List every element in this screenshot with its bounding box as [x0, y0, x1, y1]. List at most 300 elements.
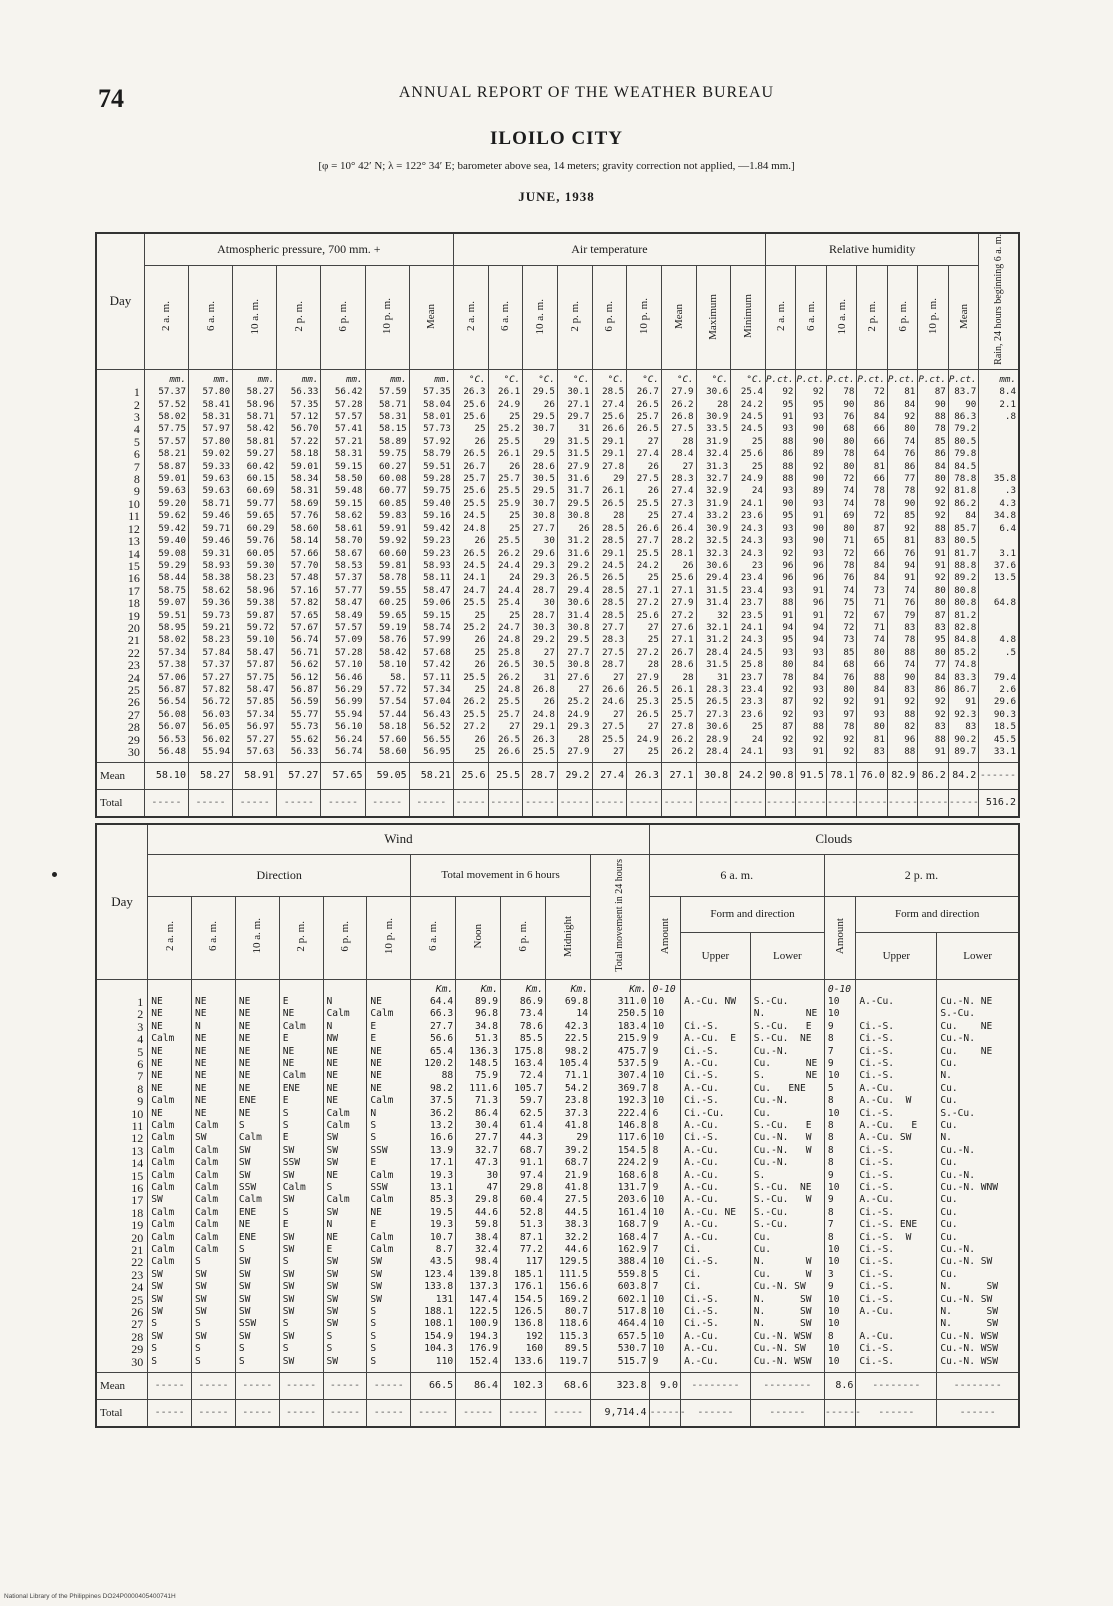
- direction-cell: S: [370, 1306, 377, 1318]
- cloud-form-cell: Ci.-S. ENE: [859, 1219, 918, 1231]
- temp-value-cell: 28.5: [602, 597, 625, 609]
- pressure-value-cell: 56.99: [334, 696, 363, 708]
- cloud-amount-cell: 7: [652, 1231, 659, 1243]
- humidity-value-cell: 84: [812, 671, 824, 683]
- cloud-spacer: [684, 984, 750, 996]
- direction-cell: SW: [282, 1268, 295, 1280]
- cloud-form-cell: A.-Cu.: [684, 1330, 719, 1342]
- cloud-form-cell: Ci.-S.: [684, 1095, 719, 1107]
- movement-value-cell: 163.4: [514, 1057, 544, 1069]
- direction-cell: Calm: [151, 1119, 175, 1131]
- temp-value-cell: 25: [647, 572, 659, 584]
- pressure-value-cell: 58.96: [246, 584, 275, 596]
- pressure-value-cell: 55.73: [290, 721, 319, 733]
- temp-value-cell: 25.5: [636, 497, 659, 509]
- humidity-value-cell: 91: [782, 411, 794, 423]
- pressure-value-cell: 58.31: [334, 448, 363, 460]
- temp-value-cell: 24.3: [740, 634, 763, 646]
- day-number: 4: [137, 1032, 144, 1047]
- temp-value-cell: 29.3: [532, 572, 555, 584]
- cloud-form-cell: Cu.-N.: [753, 1095, 789, 1107]
- pressure-value-cell: 59.75: [379, 448, 407, 460]
- humidity-value-cell: 88.8: [954, 559, 977, 571]
- humidity-value-cell: 81.8: [954, 485, 977, 497]
- pressure-value-cell: 60.42: [246, 460, 275, 472]
- temp-value-cell: 26.5: [463, 448, 486, 460]
- temp-value-unit: °C.: [538, 373, 555, 385]
- movement-value-cell: 73.4: [519, 1008, 544, 1020]
- day-number: 26: [131, 1305, 144, 1320]
- day-number: 10: [127, 496, 140, 511]
- temp-value-cell: 27.7: [636, 535, 659, 547]
- cloud-form-cell: Cu.: [940, 1157, 958, 1169]
- day-number: 4: [133, 422, 140, 437]
- pressure-value-cell: 57.10: [334, 659, 363, 671]
- humidity-value-cell: 93: [782, 746, 794, 758]
- total-blank: -----: [365, 790, 409, 818]
- direction-column: [323, 979, 367, 1373]
- rain-value-cell: [979, 461, 1016, 473]
- total-blank: -----: [456, 1400, 501, 1428]
- direction-cell: SW: [151, 1293, 163, 1305]
- humidity-value-cell: 88: [782, 597, 794, 609]
- direction-cell: NE: [195, 1008, 207, 1020]
- report-month: JUNE, 1938: [518, 189, 595, 204]
- temp-value-cell: 31.5: [567, 435, 590, 447]
- direction-cell: SW: [238, 1169, 251, 1181]
- direction-cell: SSW: [282, 1157, 301, 1169]
- direction-cell: NE: [151, 1082, 163, 1094]
- direction-cell: Calm: [151, 1033, 175, 1045]
- humidity-value-cell: 83: [904, 683, 916, 695]
- cloud-amount-cell: 8: [652, 1082, 659, 1094]
- cloud-form-cell: Cu.: [940, 1082, 958, 1094]
- temp-value-cell: 27: [647, 621, 659, 633]
- temp-value-cell: 26: [647, 485, 659, 497]
- day-number: 19: [131, 1218, 144, 1233]
- direction-column: [192, 979, 236, 1373]
- direction-cell: Calm: [151, 1182, 175, 1193]
- humidity-value-cell: 64: [873, 448, 885, 460]
- movement-value-cell: 559.8: [617, 1268, 647, 1280]
- direction-cell: SW: [326, 1206, 339, 1218]
- cloud-form-cell: A.-Cu.: [859, 1082, 895, 1094]
- temp-value-cell: 28: [682, 435, 694, 447]
- cloud-form-cell: A.-Cu.: [684, 1343, 719, 1355]
- direction-cell: SW: [370, 1293, 382, 1305]
- movement-value-cell: 183.4: [617, 1020, 647, 1032]
- direction-cell: N: [326, 1219, 333, 1231]
- movement-value-unit: Km.: [629, 983, 647, 995]
- direction-cell: NE: [238, 1070, 251, 1082]
- cloud-form-cell: Cu.-N.: [940, 1169, 975, 1181]
- pressure-value-cell: 57.54: [379, 696, 407, 708]
- temp-value-cell: 30.6: [567, 597, 590, 609]
- movement-value-cell: 136.3: [469, 1045, 499, 1057]
- cloud-form-cell: A.-Cu. E: [859, 1119, 918, 1131]
- direction-cell: SW: [195, 1306, 207, 1318]
- day-number: 13: [127, 534, 140, 549]
- movement-value-cell: 71.3: [474, 1095, 499, 1107]
- pressure-value-cell: 58.71: [202, 497, 231, 509]
- cloud-form-cell: A.-Cu.: [684, 1355, 719, 1367]
- temp-value-cell: 26.5: [636, 683, 659, 695]
- pressure-value-unit: mm.: [257, 373, 275, 385]
- movement-mean: 86.4: [456, 1373, 501, 1400]
- movement-value-cell: 515.7: [617, 1355, 647, 1367]
- pressure-value-cell: 59.55: [379, 584, 407, 596]
- movement-value-cell: 16.6: [430, 1132, 454, 1144]
- day-number: 22: [127, 645, 140, 660]
- temp-value-cell: 25.5: [463, 671, 486, 683]
- humidity-value-cell: 94: [904, 559, 916, 571]
- pressure-value-cell: 58.89: [379, 435, 407, 447]
- cloud-form-cell: Cu.: [940, 1119, 958, 1131]
- humidity-value-cell: 93: [782, 584, 794, 596]
- t1-subheader: 10 p. m.: [918, 266, 948, 370]
- humidity-value-cell: 91: [812, 746, 824, 758]
- t2-subheader: Noon: [456, 896, 501, 979]
- cloud-form-cell: Ci.-S.: [684, 1306, 719, 1318]
- temp-2am: [453, 369, 488, 763]
- cloud-form-cell: A.-Cu.: [684, 1057, 719, 1069]
- direction-cell: ENE: [238, 1095, 257, 1107]
- humidity-value-unit: P.ct.: [887, 373, 916, 385]
- temp-value-cell: 24.9: [567, 708, 590, 720]
- humidity-value-cell: 78: [934, 423, 946, 435]
- direction-cell: E: [326, 1244, 333, 1256]
- cloud-form-cell: Ci.-S.: [859, 1033, 895, 1045]
- direction-cell: SW: [238, 1157, 251, 1169]
- direction-cell: S: [282, 1119, 289, 1131]
- rain-value-cell: .8: [1004, 411, 1016, 423]
- mean-blank: --------: [750, 1373, 824, 1400]
- direction-cell: Calm: [151, 1144, 175, 1156]
- humidity-value-cell: 76: [843, 411, 855, 423]
- cloud-form-cell: Ci.-S. W: [859, 1231, 912, 1243]
- cloud-form-cell: N. SW: [753, 1293, 812, 1305]
- temp-value-cell: 27.7: [532, 522, 555, 534]
- temp-value-cell: 27.5: [636, 473, 659, 485]
- pressure-value-cell: 58.62: [334, 510, 363, 522]
- temp-value-cell: 25.4: [498, 597, 521, 609]
- temp-value-cell: 30.7: [532, 423, 555, 435]
- day-number: 9: [133, 484, 140, 499]
- temp-value-cell: 24.8: [498, 683, 521, 695]
- humidity-value-cell: 84: [873, 559, 885, 571]
- day-number: 24: [131, 1280, 144, 1295]
- pressure-value-cell: 57.16: [290, 584, 319, 596]
- direction-cell: SSW: [238, 1318, 257, 1330]
- direction-cell: NE: [370, 1070, 382, 1082]
- t1-subheader: Mean: [948, 266, 979, 370]
- temp-value-cell: 25: [509, 609, 521, 621]
- direction-cell: SW: [326, 1256, 339, 1268]
- cloud-form-cell: Ci.-S.: [859, 1268, 895, 1280]
- movement-value-cell: 530.7: [617, 1343, 647, 1355]
- day-number: 12: [131, 1131, 144, 1146]
- direction-cell: ENE: [282, 1082, 301, 1094]
- direction-header: Direction: [148, 854, 411, 896]
- rain-value-cell: [979, 659, 1016, 671]
- humidity-value-cell: 95: [782, 510, 794, 522]
- temp-value-cell: 25: [751, 460, 763, 472]
- total-blank: -----: [796, 790, 826, 818]
- direction-cell: S: [370, 1330, 377, 1342]
- cloud-form-cell: [859, 1008, 936, 1020]
- temp-value-cell: 27.9: [567, 746, 590, 758]
- cloud-amount-cell: 10: [827, 1008, 840, 1020]
- direction-cell: E: [370, 1157, 377, 1169]
- temp-value-cell: 26.2: [463, 696, 486, 708]
- humidity-value-cell: 89: [812, 448, 824, 460]
- cloud-form-cell: S.-Cu. E: [753, 1020, 812, 1032]
- movement-value-cell: 192.3: [617, 1095, 647, 1107]
- humidity-value-cell: 92: [812, 733, 824, 745]
- movement24-header: Total movement in 24 hours: [590, 854, 649, 979]
- direction-cell: NE: [238, 1082, 251, 1094]
- movement-value-cell: 72.4: [519, 1070, 544, 1082]
- temp-value-cell: 23.4: [740, 584, 763, 596]
- rain-value-cell: 29.6: [993, 696, 1016, 708]
- temp-value-cell: 26.5: [602, 572, 625, 584]
- humidity-value-cell: 71: [873, 621, 885, 633]
- cloud-form-cell: A.-Cu.: [684, 1157, 719, 1169]
- humidity-value-cell: 85.2: [954, 646, 977, 658]
- direction-cell: E: [282, 1095, 289, 1107]
- direction-cell: NE: [326, 1169, 339, 1181]
- pressure-value-cell: 58.76: [379, 634, 407, 646]
- movement-value-cell: 133.6: [514, 1355, 544, 1367]
- pressure-value-cell: 57.87: [246, 659, 275, 671]
- mean-value: 58.91: [233, 763, 277, 790]
- temp-value-cell: 27.7: [602, 621, 625, 633]
- temp-value-cell: 24.3: [740, 522, 763, 534]
- temp-value-cell: 26.7: [636, 386, 659, 398]
- day-header: Day: [96, 233, 144, 369]
- humidity-value-cell: 97: [843, 708, 855, 720]
- cloud-form-cell: N. W: [753, 1256, 812, 1268]
- wind-group-header: Wind: [148, 824, 649, 854]
- direction-cell: Calm: [282, 1070, 306, 1082]
- temp-value-cell: 23.5: [740, 609, 763, 621]
- direction-spacer: [195, 984, 235, 996]
- day-number: 26: [127, 695, 140, 710]
- temp-value-cell: 27.1: [636, 584, 659, 596]
- direction-cell: S: [282, 1318, 289, 1330]
- movement-value-cell: 224.2: [617, 1157, 647, 1169]
- total-blank: -----: [488, 790, 523, 818]
- cloud-form-cell: A.-Cu. W: [859, 1095, 912, 1107]
- total-blank: -----: [627, 790, 662, 818]
- total-blank: -----: [501, 1400, 546, 1428]
- pressure-value-cell: 56.70: [290, 423, 319, 435]
- direction-cell: S: [151, 1343, 157, 1355]
- pressure-value-cell: 57.34: [158, 646, 186, 658]
- temp-value-cell: 29.2: [567, 559, 590, 571]
- temp-mean: [661, 369, 696, 763]
- total-blank: -----: [235, 1400, 279, 1428]
- temp-value-cell: 24.2: [636, 559, 659, 571]
- temp-value-cell: 31.3: [706, 460, 729, 472]
- cloud-form-cell: Ci.-S.: [684, 1318, 719, 1330]
- temp-value-cell: 31.6: [567, 547, 590, 559]
- cloud-form-cell: Ci.-S.: [859, 1057, 895, 1069]
- pressure-value-cell: 60.08: [379, 473, 407, 485]
- humidity-value-cell: 83: [934, 535, 946, 547]
- direction-cell: SW: [238, 1306, 251, 1318]
- total-label-2: Total: [96, 1400, 148, 1428]
- pressure-value-cell: 57.99: [423, 634, 451, 646]
- temp-value-cell: 30.9: [706, 411, 729, 423]
- temp-value-cell: 25: [647, 746, 659, 758]
- cloud-amount-cell: 6: [652, 1107, 659, 1119]
- movement-value-cell: 13.1: [430, 1182, 454, 1193]
- cloud-form-cell: N. SW: [940, 1281, 999, 1293]
- temp-value-cell: 24.9: [636, 733, 659, 745]
- t1-subheader: 2 a. m.: [453, 266, 488, 370]
- pressure-value-cell: 57.06: [158, 671, 186, 683]
- humidity-value-cell: 83.7: [954, 386, 977, 398]
- pressure-value-cell: 57.44: [379, 708, 407, 720]
- cloud-form-cell: A.-Cu.: [684, 1219, 719, 1231]
- movement-mean: 102.3: [501, 1373, 546, 1400]
- pressure-value-cell: 58.79: [423, 448, 451, 460]
- temp-value-cell: 25: [474, 683, 486, 695]
- humidity-value-cell: 78: [904, 485, 916, 497]
- temp-value-cell: 30.6: [706, 386, 729, 398]
- direction-cell: NE: [370, 1206, 382, 1218]
- direction-cell: Calm: [151, 1256, 175, 1268]
- cloud-amount-cell: 9: [652, 1045, 659, 1057]
- cloud-form-cell: Cu.-N.: [753, 1157, 789, 1169]
- humidity-value-cell: 72: [843, 621, 855, 633]
- rain-value-cell: 2.6: [999, 683, 1016, 695]
- mean-blank: -----: [367, 1373, 411, 1400]
- t1-subheader: 6 a. m.: [796, 266, 826, 370]
- humidity-value-cell: 86.7: [954, 683, 977, 695]
- day-number: 13: [131, 1143, 144, 1158]
- direction-cell: Calm: [151, 1095, 175, 1107]
- cloud-amount-cell: 10: [827, 1182, 840, 1193]
- movement-value-cell: 66.3: [430, 1008, 454, 1020]
- direction-cell: E: [370, 1219, 377, 1231]
- total-blank: ------: [824, 1400, 855, 1428]
- humidity-value-cell: 92: [934, 708, 946, 720]
- total-blank: -----: [826, 790, 856, 818]
- humidity-value-cell: 92: [782, 547, 794, 559]
- temp-value-cell: 25: [509, 522, 521, 534]
- humidity-value-cell: 83: [904, 621, 916, 633]
- movement-value-cell: 42.3: [564, 1020, 588, 1032]
- total-blank: -----: [144, 790, 188, 818]
- temp-value-cell: 26: [474, 435, 486, 447]
- movement-value-cell: 139.8: [469, 1268, 499, 1280]
- temp-value-cell: 29.7: [567, 411, 590, 423]
- form-dir-6am-header: Form and direction: [681, 896, 825, 932]
- direction-cell: S: [282, 1343, 289, 1355]
- humidity-value-cell: 78: [843, 448, 855, 460]
- temp-value-cell: 28.5: [602, 535, 625, 547]
- humidity-value-cell: 85.7: [954, 522, 977, 534]
- direction-cell: SSW: [370, 1182, 388, 1193]
- mean-value: 76.0: [857, 763, 887, 790]
- cloud-amount-cell: 9: [652, 1182, 659, 1193]
- direction-cell: NW: [326, 1033, 339, 1045]
- cloud-amount-cell: 9: [652, 1057, 659, 1069]
- humidity-value-cell: 84: [873, 411, 885, 423]
- rain-value-cell: [979, 585, 1016, 597]
- pressure-value-cell: 58.18: [379, 721, 407, 733]
- pressure-value-cell: 59.81: [379, 559, 407, 571]
- movement-value-cell: 44.6: [564, 1244, 588, 1256]
- direction-cell: NE: [326, 1057, 339, 1069]
- temp-value-cell: 23.7: [740, 671, 763, 683]
- direction-cell: Calm: [195, 1144, 219, 1156]
- humidity-value-cell: 93: [782, 522, 794, 534]
- humidity-value-cell: 82: [904, 721, 916, 733]
- cloud-form-cell: S.-Cu. NE: [753, 1182, 812, 1193]
- total-blank: -----: [887, 790, 917, 818]
- temp-value-cell: 24.1: [740, 497, 763, 509]
- humidity-value-cell: 74: [843, 497, 855, 509]
- direction-cell: Calm: [151, 1231, 175, 1243]
- pressure-value-cell: 56.07: [158, 721, 186, 733]
- pressure-value-cell: 59.42: [158, 522, 186, 534]
- temp-value-cell: 26.1: [498, 386, 521, 398]
- temp-value-cell: 25.7: [463, 473, 486, 485]
- direction-cell: SW: [326, 1306, 339, 1318]
- humidity-value-cell: 90: [812, 535, 824, 547]
- direction-cell: SW: [195, 1293, 207, 1305]
- movement-column: [546, 979, 591, 1373]
- pressure-value-cell: 59.30: [246, 559, 275, 571]
- pressure-value-cell: 57.37: [202, 659, 231, 671]
- day-number: 28: [131, 1329, 144, 1344]
- pressure-value-cell: 59.33: [202, 460, 231, 472]
- direction-cell: N: [370, 1107, 377, 1119]
- movement-value-cell: 168.4: [617, 1231, 647, 1243]
- cloud-form-cell: Cu.-N. NE: [940, 995, 993, 1007]
- temp-value-cell: 29.5: [567, 497, 590, 509]
- humidity-value-unit: P.ct.: [918, 373, 947, 385]
- temp-value-cell: 27.9: [636, 671, 659, 683]
- cloud-form-cell: Ci.: [684, 1268, 702, 1280]
- pressure-value-cell: 59.06: [423, 597, 451, 609]
- pressure-value-cell: 57.41: [334, 423, 363, 435]
- direction-cell: S: [238, 1119, 245, 1131]
- temp-value-cell: 27: [613, 746, 625, 758]
- humidity-value-cell: 96: [782, 559, 794, 571]
- movement-value-cell: 91.1: [519, 1157, 544, 1169]
- rain-value-cell: 3.1: [999, 547, 1016, 559]
- humidity-value-cell: 80.8: [954, 584, 977, 596]
- temp-value-cell: 25.6: [636, 609, 659, 621]
- humidity-value-cell: 88: [782, 460, 794, 472]
- direction-cell: SW: [326, 1355, 339, 1367]
- temp-value-cell: 24.1: [740, 746, 763, 758]
- direction-cell: NE: [195, 1045, 207, 1057]
- movement-value-cell: 131: [435, 1293, 454, 1305]
- temp-value-cell: 30.9: [706, 522, 729, 534]
- direction-cell: SW: [151, 1330, 163, 1342]
- movement-value-cell: 388.4: [617, 1256, 647, 1268]
- temp-value-cell: 27.9: [671, 597, 694, 609]
- cloud-form-cell: Cu.-N. WSW: [753, 1355, 812, 1367]
- day-number: 8: [133, 472, 140, 487]
- t1-subheader: 2 p. m.: [557, 266, 592, 370]
- movement-value-cell: 105.4: [559, 1057, 588, 1069]
